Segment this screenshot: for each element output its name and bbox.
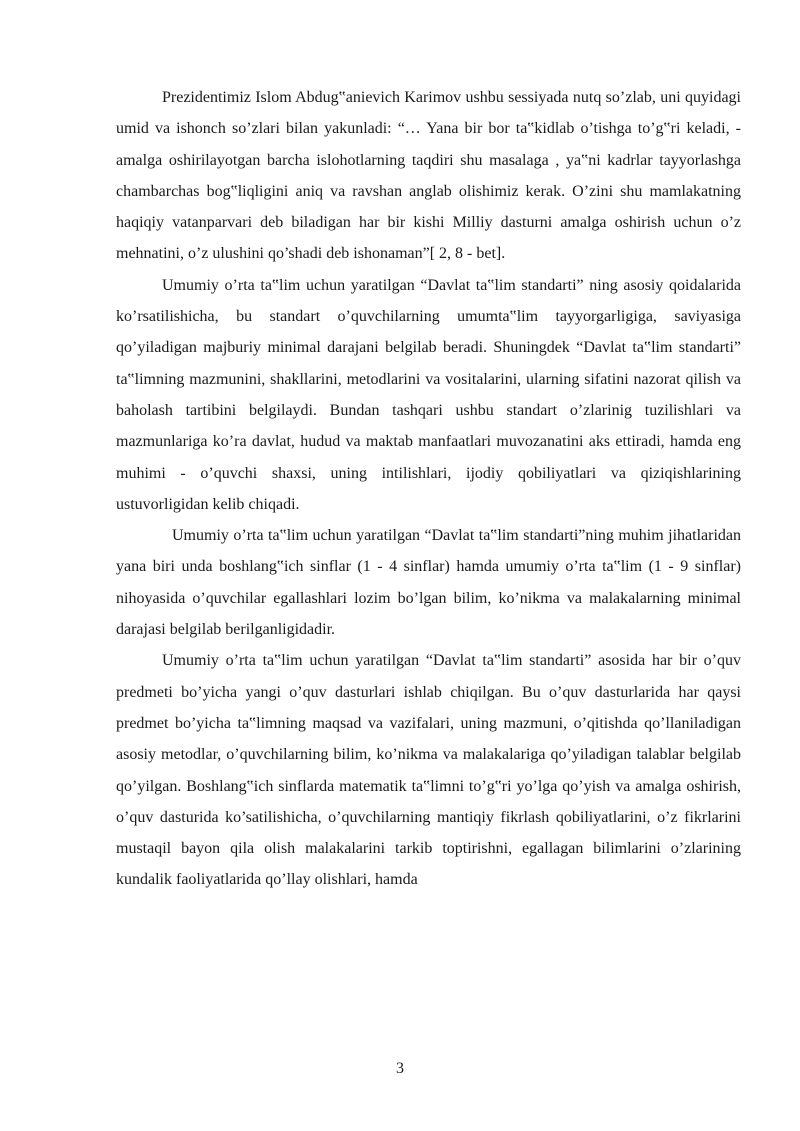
paragraph-1: Prezidentimiz Islom Abdug‟anievich Karimov ushbu sessiyada nutq so’zlab, uni quyidagi umid va ishonch so’zlari bilan yakunladi: “… Yana bir bor ta‟kidlab o’tishga to’g‟ri keladi, - amalga oshirilayotgan barcha islohotlarning taqdiri shu masalaga , ya‟ni kadrlar tayyorlashga chambarchas bog‟liqligini aniq va ravshan anglab olishimiz kerak. O’zini shu mamlakatning haqiqiy vatanparvari deb biladigan har bir kishi Milliy dasturni amalga oshirish uchun o’z mehnatini, o’z ulushini qo’shadi deb ishonaman”[ 2, 8 - bet]. — [116, 89, 741, 263]
paragraph-4: Umumiy o’rta ta‟lim uchun yaratilgan “Davlat ta‟lim standarti” asosida har bir o’quv predmeti bo’yicha yangi o’quv dasturlari ishlab chiqilgan. Bu o’quv dasturlarida har qaysi predmet bo’yicha ta‟limning maqsad va vazifalari, uning mazmuni, o’qitishda qo’llaniladigan asosiy metodlar, o’quvchilarning bilim, ko’nikma va malakalariga qo’yiladigan talablar belgilab qo’yilgan. Boshlang‟ich sinflarda matematik ta‟limni to’g‟ri yo’lga qo’yish va amalga oshirish, o’quv dasturida ko’satilishicha, o’quvchilarning mantiqiy fikrlash qobiliyatlarini, o’z fikrlarini mustaqil bayon qila olish malakalarini tarkib toptirishni, egallagan bilimlarini o’zlarining kundalik faoliyatlarida qo’llay olishlari, hamda — [116, 652, 741, 889]
paragraph-3: Umumiy o’rta ta‟lim uchun yaratilgan “Davlat ta‟lim standarti”ning muhim jihatlaridan yana biri unda boshlang‟ich sinflar (1 - 4 sinflar) hamda umumiy o’rta ta‟lim (1 - 9 sinflar) nihoyasida o’quvchilar egallashlari lozim bo’lgan bilim, ko’nikma va malakalarning minimal darajasi belgilab berilganligidadir. — [116, 527, 741, 639]
document-body — [116, 82, 741, 896]
page-number: 3 — [396, 1060, 404, 1077]
paragraph-2: Umumiy o’rta ta‟lim uchun yaratilgan “Davlat ta‟lim standarti” ning asosiy qoidalarida ko’rsatilishicha, bu standart o’quvchilarning umumta‟lim tayyorgarligiga, saviyasiga qo’yiladigan majburiy minimal darajani belgilab beradi. Shuningdek “Davlat ta‟lim standarti” ta‟limning mazmunini, shakllarini, metodlarini va vositalarini, ularning sifatini nazorat qilish va baholash tartibini belgilaydi. Bundan tashqari ushbu standart o’zlarinig tuzilishlari va mazmunlariga ko’ra davlat, hudud va maktab manfaatlari muvozanatini aks ettiradi, hamda eng muhimi - o’quvchi shaxsi, uning intilishlari, ijodiy qobiliyatlari va qiziqishlarining ustuvorligidan kelib chiqadi. — [116, 276, 741, 513]
